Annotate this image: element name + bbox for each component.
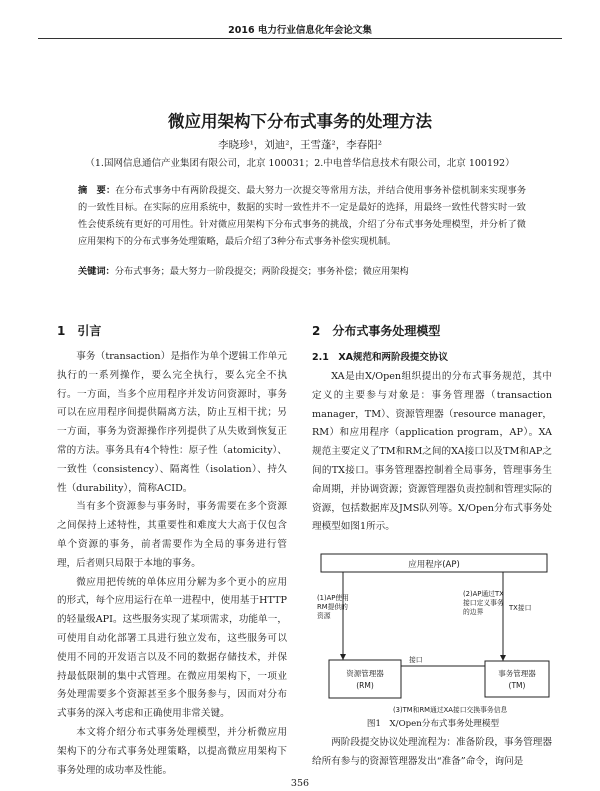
paper-authors: 李晓珍¹，刘迪²，王雪蓬²，李春阳² bbox=[218, 139, 382, 151]
section1-paragraph: 事务（transaction）是指作为单个逻辑工作单元执行的一系列操作，要么完全执行，要么完全不执行。一方面，当多个应用程序并发访问资源时，事务可以在应用程序间提供隔离方法，防止互相干扰；另一方面，事务为资源操作序列提供了从失败到恢复正常的方法。事务具有4个特性：原子性（atomicity）、一致性（consistency）、隔离性（isolation）、持久性（durability），简称ACID。 bbox=[57, 351, 287, 494]
section2-paragraph-after-figure: 两阶段提交协议处理流程为：准备阶段，事务管理器给所有参与的资源管理器发出“准备”命令，询问是 bbox=[312, 737, 552, 767]
paper-affiliation: （1.国网信息通信产业集团有限公司，北京 100031；2.中电普华信息技术有限公司，北京 100192） bbox=[85, 158, 515, 169]
tm-box bbox=[485, 661, 549, 697]
note2-line3: 的边界 bbox=[463, 608, 484, 616]
figure-caption: 图1 X/Open分布式事务处理模型 bbox=[366, 719, 500, 729]
note3: (3)TM和RM通过XA接口交换事务信息 bbox=[393, 706, 508, 714]
section1-paragraph: 当有多个资源参与事务时，事务需要在多个资源之间保持上述特性，其重要性和难度大大高于仅包含单个资源的事务，前者需要作为全局的事务进行管理，后者则只局限于本地的事务。 bbox=[57, 501, 287, 569]
keywords bbox=[78, 263, 526, 280]
section1-paragraph: 微应用把传统的单体应用分解为多个更小的应用的形式，每个应用运行在单一进程中，使用基于HTTP的轻量级API。这些服务实现了某项需求，功能单一，可使用自动化部署工具进行独立发布，这些服务可以使用不同的开发语言以及不同的数据存储技术，并保持最低限制的集中式管理。在微应用架构下，一项业务处理需要多个资源甚至多个服务参与，因而对分布式事务的深入考虑和正确使用非常关键。 bbox=[57, 576, 287, 720]
rm-label-line1: 资源管理器 bbox=[346, 669, 384, 678]
abstract-label: 摘 要： bbox=[78, 185, 116, 196]
section1-paragraph: 本文将介绍分布式事务处理模型，并分析微应用架构下的分布式事务处理策略，以提高微应用架构下事务处理的成功率及性能。 bbox=[57, 726, 287, 776]
section2-heading: 2 分布式事务处理模型 bbox=[312, 324, 441, 338]
keywords-label: 关键词： bbox=[78, 266, 115, 277]
section1-heading: 1 引言 bbox=[57, 324, 102, 338]
tm-label-line2: (TM) bbox=[508, 681, 526, 690]
tm-label-line1: 事务管理器 bbox=[498, 669, 536, 678]
rm-box bbox=[329, 660, 401, 698]
ap-label: 应用程序(AP) bbox=[408, 560, 460, 570]
section2-1-heading: 2.1 XA规范和两阶段提交协议 bbox=[312, 352, 449, 363]
xa-interface-label: 接口 bbox=[409, 656, 423, 664]
note2-line2: 接口定义事务 bbox=[463, 599, 504, 607]
keywords-text: 分布式事务；最大努力一阶段提交；两阶段提交；事务补偿；微应用架构 bbox=[114, 266, 409, 277]
running-header: 2016 电力行业信息化年会论文集 bbox=[228, 25, 372, 36]
abstract bbox=[78, 182, 526, 250]
note1-line3: 资源 bbox=[317, 612, 331, 620]
note2-line1: (2)AP通过TX bbox=[463, 590, 504, 598]
tx-interface-label: TX接口 bbox=[509, 604, 532, 612]
paper-title: 微应用架构下分布式事务的处理方法 bbox=[168, 112, 432, 131]
note1-line2: RM提供的 bbox=[317, 603, 348, 611]
section2-body bbox=[312, 368, 552, 537]
rm-label-line2: (RM) bbox=[356, 681, 374, 690]
abstract-text: 在分布式事务中有两阶段提交、最大努力一次提交等常用方法，并结合使用事务补偿机制来实现事务的一致性目标。在实际的应用系统中，数据的实时一致性并不一定是最好的选择，用最终一致性代替实时一致性会使系统有更好的可用性。针对微应用架构下分布式事务的挑战，介绍了分布式事务处理模型，并分析了微应用架构下的分布式事务处理策略，最后介绍了3种分布式事务补偿实现机制。 bbox=[78, 185, 527, 247]
section2-continuation bbox=[312, 734, 552, 772]
section1-body bbox=[57, 348, 287, 780]
section2-paragraph: XA是由X/Open组织提出的分布式事务规范，其中定义的主要参与对象是：事务管理器（transaction manager，TM）、资源管理器（resource manager，RM）和应用程序（application program，AP）。XA规范主要定义了TM和RM之间的XA接口以及TM和AP之间的TX接口。事务管理器控制着全局事务，管理事务生命周期，并协调资源；资源管理器负责控制和管理实际的资源，包括数据库及JMS队列等。X/Open分布式事务处理模型如图1所示。 bbox=[312, 371, 552, 533]
note1-line1: (1)AP使用 bbox=[317, 594, 349, 602]
page-number: 356 bbox=[290, 778, 310, 789]
xopen-dtp-diagram bbox=[313, 548, 553, 718]
header-rule bbox=[38, 38, 562, 39]
